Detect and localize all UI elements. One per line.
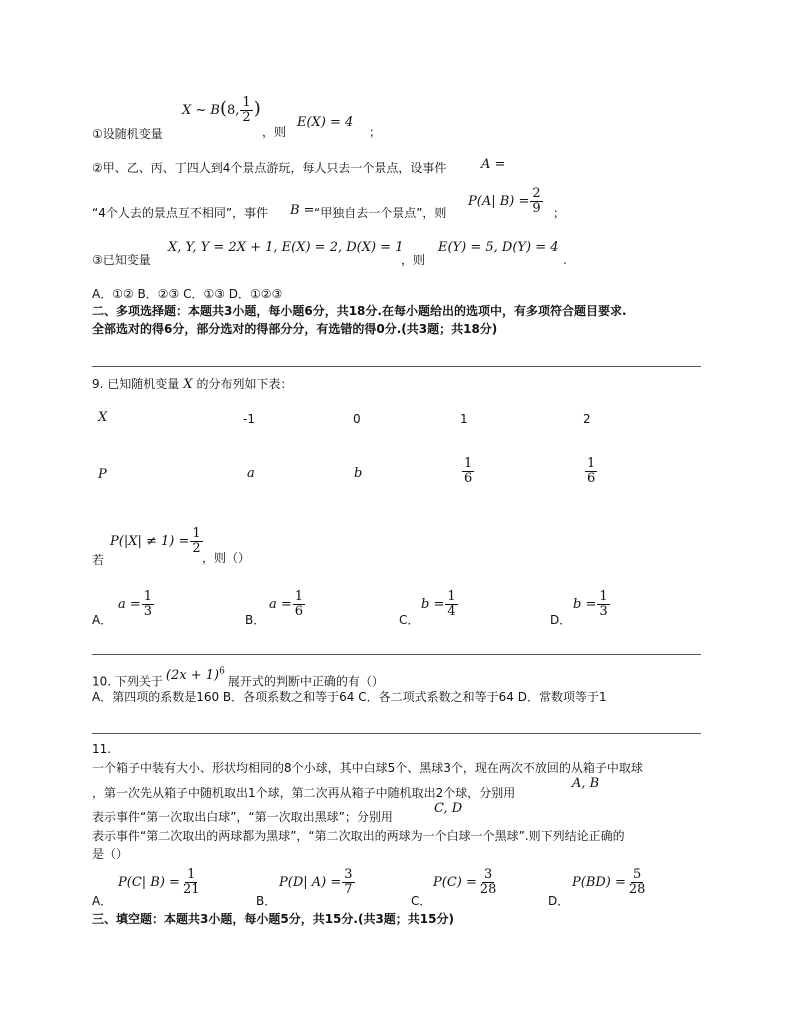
- divider: [92, 733, 701, 734]
- section3-header: 三、填空题：本题共3小题，每小题5分，共15分.(共3题；共15分): [92, 912, 454, 926]
- q9-table-x-value: 0: [353, 412, 361, 426]
- q8-s2-event-A: A =: [481, 157, 506, 172]
- q8-s1-then: ，则: [262, 125, 287, 139]
- q9-condition-prefix: 若: [92, 553, 105, 567]
- section2-header-line1: 二、多项选择题：本题共3小题，每小题6分，共18分.在每小题给出的选项中，有多项符合题目要求.: [92, 304, 627, 318]
- q8-s1-prefix: ①设随机变量: [92, 127, 163, 141]
- q8-s3-end: .: [563, 253, 567, 267]
- q9-condition: P(|X| ≠ 1) = $\frac{1}{2}$: [110, 526, 201, 556]
- q8-s2-probability: P(A| B) = $\frac{2}{9}$: [468, 186, 541, 216]
- q8-s3-prefix: ③已知变量: [92, 253, 151, 267]
- q11-option-B: P(D| A) = $\frac{3}{7}$: [279, 867, 353, 897]
- divider: [92, 654, 701, 655]
- q11-events-AB: A, B: [572, 776, 600, 791]
- q11-option-C-label: C．: [411, 894, 432, 908]
- q8-options: A．①② B．②③ C．①③ D．①②③: [92, 287, 283, 301]
- q9-table-p-2: $\frac{1}{6}$: [587, 456, 596, 486]
- q11-line3: 表示事件“第一次取出白球”，“第一次取出黑球”；分别用: [92, 810, 393, 824]
- q8-s3-givens: X, Y, Y = 2X + 1, E(X) = 2, D(X) = 1: [168, 240, 404, 255]
- q9-option-A-label: A．: [92, 613, 113, 627]
- q8-s2-line1: ②甲、乙、丙、丁四人到4个景点游玩，每人只去一个景点，设事件: [92, 161, 447, 175]
- q11-line1: 一个箱子中装有大小、形状均相同的8个小球，其中白球5个、黑球3个，现在两次不放回的从箱子中取球: [92, 761, 643, 775]
- q11-number: 11.: [92, 742, 112, 756]
- q9-table-x-value: -1: [243, 412, 255, 426]
- q11-option-C: P(C) = $\frac{3}{28}$: [433, 867, 497, 897]
- q8-s2-line2a: “4个人去的景点互不相同”，事件: [92, 206, 269, 220]
- q8-s2-event-B: B =: [290, 203, 315, 218]
- q9-table-x-value: 2: [583, 412, 591, 426]
- q11-line4: 表示事件“第二次取出的两球都为黑球”，“第二次取出的两球为一个白球一个黑球”.则下列结论正确的: [92, 829, 625, 843]
- q10-stem: 10. 下列关于 $(2x + 1)^6$展开式的判断中正确的有（）: [92, 667, 384, 689]
- q9-option-C-label: C．: [399, 613, 420, 627]
- q11-option-D: P(BD) = $\frac{5}{28}$: [572, 867, 646, 897]
- q9-option-D: b = $\frac{1}{3}$: [573, 589, 608, 619]
- q9-option-C: b = $\frac{1}{4}$: [421, 589, 456, 619]
- q8-s1-binomial: X ~ B(8, $\frac{1}{2}$ ): [182, 95, 261, 125]
- q8-s3-result: E(Y) = 5, D(Y) = 4: [438, 240, 559, 255]
- q11-option-A: P(C| B) = $\frac{1}{21}$: [118, 867, 200, 897]
- q9-option-B-label: B．: [245, 613, 266, 627]
- q9-table-p-1: $\frac{1}{6}$: [464, 456, 473, 486]
- q8-s3-then: ，则: [401, 253, 426, 267]
- q9-table-x-value: 1: [460, 412, 468, 426]
- q8-s2-end: ；: [553, 206, 566, 220]
- q9-table-header-X: X: [98, 410, 108, 425]
- q9-option-A: a = $\frac{1}{3}$: [118, 589, 153, 619]
- q11-line2: ，第一次先从箱子中随机取出1个球，第二次再从箱子中随机取出2个球，分别用: [92, 786, 516, 800]
- q11-line5: 是（）: [92, 847, 129, 861]
- q8-s1-expectation: E(X) = 4: [297, 115, 354, 130]
- q11-option-A-label: A．: [92, 894, 113, 908]
- q10-options: A．第四项的系数是160 B．各项系数之和等于64 C．各二项式系数之和等于64 D．常数项等于1: [92, 690, 607, 704]
- divider: [92, 366, 701, 367]
- section2-header-line2: 全部选对的得6分，部分选对的得部分分，有选错的得0分.(共3题；共18分): [92, 322, 498, 336]
- q9-stem: 9. 已知随机变量 X 的分布列如下表：: [92, 377, 293, 392]
- q9-table-p-a: a: [247, 466, 255, 481]
- q11-events-CD: C, D: [434, 801, 463, 816]
- q9-option-D-label: D．: [550, 613, 572, 627]
- q9-table-header-P: P: [98, 467, 107, 482]
- q9-condition-suffix: ，则（）: [202, 551, 251, 565]
- q8-s2-line2b: “甲独自去一个景点”，则: [314, 206, 447, 220]
- q11-option-D-label: D．: [548, 894, 570, 908]
- q9-table-p-b: b: [354, 466, 363, 481]
- q9-option-B: a = $\frac{1}{6}$: [269, 589, 304, 619]
- q8-s1-end: ；: [369, 125, 382, 139]
- q11-option-B-label: B．: [256, 894, 277, 908]
